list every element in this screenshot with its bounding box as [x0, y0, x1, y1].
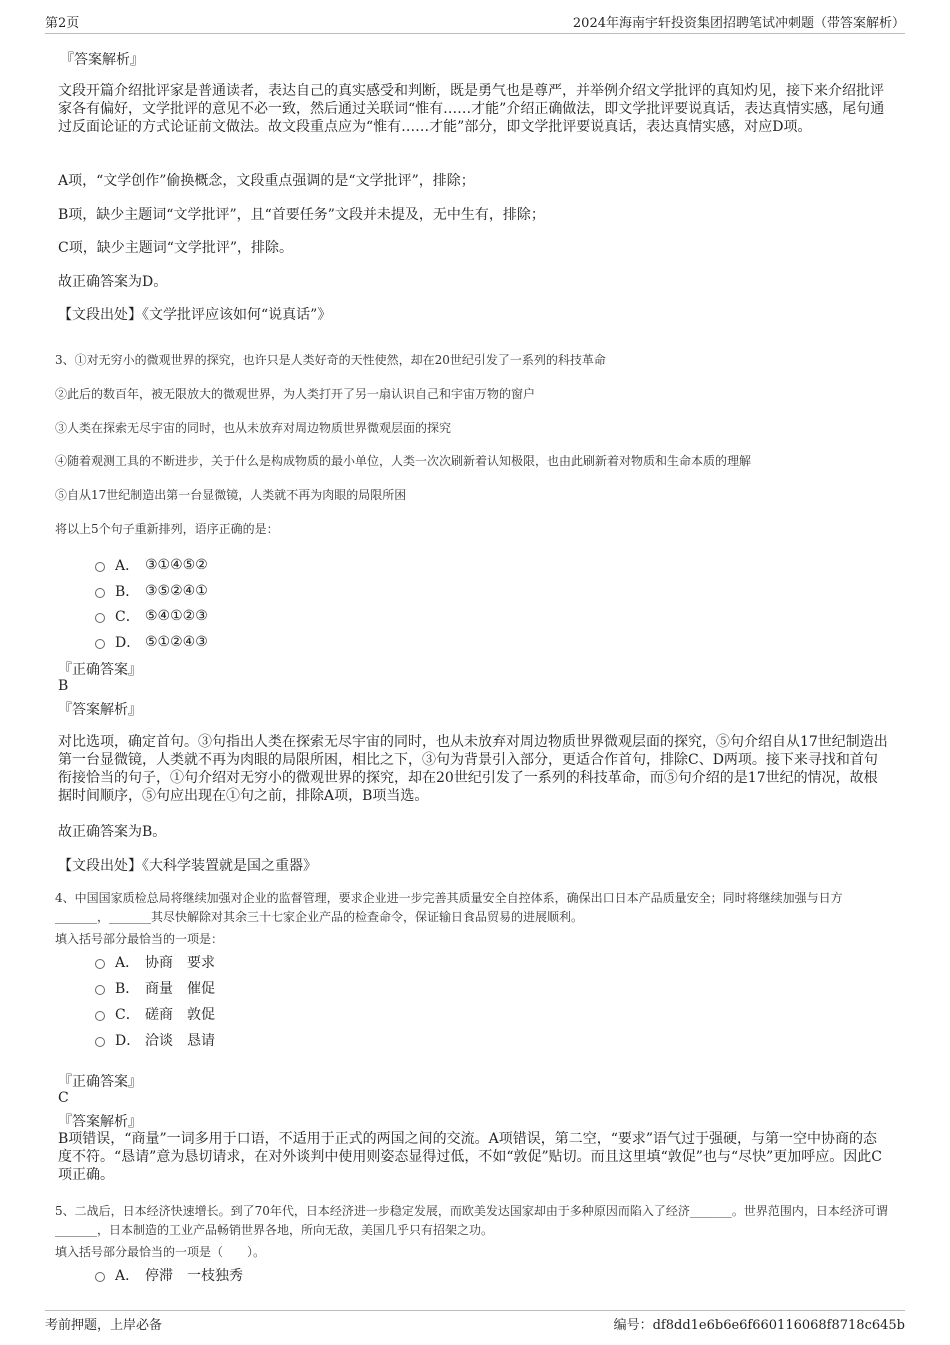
q4-stem: 4、中国国家质检总局将继续加强对企业的监督管理，要求企业进一步完善其质量安全自控体系，确保出口日本产品质量安全；同时将继续加强与日方_______，_______其尽快解除对其余三十七家企业产品的检查命令，保证输日食品贸易的进展顺利。	[55, 891, 843, 924]
option-text: 磋商 敦促	[145, 1007, 215, 1023]
option-letter: B．	[115, 981, 140, 997]
q3-option-a[interactable]	[95, 555, 208, 575]
q4-option-b[interactable]	[95, 978, 215, 998]
option-letter: A．	[115, 1268, 140, 1284]
source: 【文段出处】《文学批评应该如何“说真话”》	[58, 307, 332, 323]
header-divider	[45, 33, 905, 34]
q3-sentence-5: ⑤自从17世纪制造出第一台显微镜，人类就不再为肉眼的局限所困	[55, 488, 407, 502]
option-text: ③⑤②④①	[145, 583, 208, 599]
radio-icon[interactable]	[95, 639, 105, 649]
q4-answer: C	[58, 1090, 69, 1106]
q5-stem: 5、二战后，日本经济快速增长。到了70年代，日本经济进一步稳定发展，而欧美发达国家却由于多种原因而陷入了经济_______。世界范围内，日本经济可谓_______，日本制造的工业产品畅销世界各地，所向无敌，美国几乎只有招架之功。	[55, 1204, 888, 1237]
option-text: 洽谈 恳请	[145, 1033, 215, 1049]
conclusion: 故正确答案为D。	[58, 274, 168, 290]
radio-icon[interactable]	[95, 1037, 105, 1047]
radio-icon[interactable]	[95, 588, 105, 598]
radio-icon[interactable]	[95, 562, 105, 572]
analysis-option-a: A项，“文学创作”偷换概念，文段重点强调的是“文学批评”，排除；	[58, 173, 475, 189]
q3-analysis-text: 对比选项，确定首句。③句指出人类在探索无尽宇宙的同时，也从未放弃对周边物质世界微观层面的探究，⑤句介绍自从17世纪制造出第一台显微镜，人类就不再为肉眼的局限所困，相比之下，③句为背景引入部分，更适合作首句，排除C、D两项。接下来寻找和首句衔接恰当的句子，①句介绍对无穷小的微观世界的探究，却在20世纪引发了一系列的科技革命，而⑤句介绍的是17世纪的情况，故根据时间顺序，⑤句应出现在①句之前，排除A项，B项当选。	[58, 734, 888, 804]
q3-sentence-3: ③人类在探索无尽宇宙的同时，也从未放弃对周边物质世界微观层面的探究	[55, 421, 452, 435]
q3-sentence-1: 3、①对无穷小的微观世界的探究，也许只是人类好奇的天性使然，却在20世纪引发了一系列的科技革命	[55, 353, 606, 367]
option-text: 协商 要求	[145, 955, 215, 971]
option-letter: C．	[115, 1007, 140, 1023]
q3-analysis-heading: 『答案解析』	[58, 702, 142, 718]
radio-icon[interactable]	[95, 613, 105, 623]
q3-option-c[interactable]	[95, 606, 208, 626]
document-id: 编号：df8dd1e6b6e6f660116068f8718c645b	[613, 1318, 905, 1333]
option-text: ③①④⑤②	[145, 557, 208, 573]
q3-answer-heading: 『正确答案』	[58, 662, 142, 678]
q4-option-a[interactable]	[95, 952, 215, 972]
option-letter: D．	[115, 635, 141, 651]
analysis-option-c: C项，缺少主题词“文学批评”，排除。	[58, 240, 294, 256]
q3-prompt: 将以上5个句子重新排列，语序正确的是：	[55, 522, 279, 536]
q4-analysis-text: B项错误，“商量”一词多用于口语，不适用于正式的两国之间的交流。A项错误，第二空，“要求”语气过于强硬，与第一空中协商的态度不符。“恳请”意为恳切请求，在对外谈判中使用则姿态显得过低，不如“敦促”贴切。而且这里填“敦促”也与“尽快”更加呼应。因此C项正确。	[58, 1131, 882, 1183]
q3-option-b[interactable]	[95, 581, 208, 601]
option-letter: A．	[115, 955, 140, 971]
option-letter: B．	[115, 584, 140, 600]
analysis-option-b: B项，缺少主题词“文学批评”，且“首要任务”文段并未提及，无中生有，排除；	[58, 207, 545, 223]
q3-answer: B	[58, 678, 69, 694]
radio-icon[interactable]	[95, 959, 105, 969]
radio-icon[interactable]	[95, 985, 105, 995]
option-text: 停滞 一枝独秀	[145, 1268, 243, 1284]
option-letter: D．	[115, 1033, 141, 1049]
radio-icon[interactable]	[95, 1011, 105, 1021]
q5-prompt: 填入括号部分最恰当的一项是（ ）。	[55, 1245, 266, 1259]
q5-option-a[interactable]	[95, 1265, 243, 1285]
q4-option-c[interactable]	[95, 1004, 215, 1024]
radio-icon[interactable]	[95, 1272, 105, 1282]
option-text: 商量 催促	[145, 981, 215, 997]
q4-option-d[interactable]	[95, 1030, 215, 1050]
q3-source: 【文段出处】《大科学装置就是国之重器》	[58, 858, 317, 874]
page-number: 第2页	[45, 16, 80, 31]
option-letter: A．	[115, 558, 140, 574]
q3-option-d[interactable]	[95, 632, 208, 652]
analysis-heading: 『答案解析』	[60, 52, 144, 68]
document-title: 2024年海南宇轩投资集团招聘笔试冲刺题（带答案解析）	[572, 16, 905, 31]
q4-prompt: 填入括号部分最恰当的一项是：	[55, 932, 224, 946]
q4-answer-heading: 『正确答案』	[58, 1074, 142, 1090]
footer-divider	[45, 1310, 905, 1311]
footer-slogan: 考前押题，上岸必备	[45, 1318, 163, 1333]
option-letter: C．	[115, 609, 140, 625]
option-text: ⑤①②④③	[145, 634, 208, 650]
option-text: ⑤④①②③	[145, 608, 208, 624]
q3-conclusion: 故正确答案为B。	[58, 824, 167, 840]
q4-analysis-heading: 『答案解析』	[58, 1114, 142, 1130]
q3-sentence-4: ④随着观测工具的不断进步，关于什么是构成物质的最小单位，人类一次次刷新着认知极限，也由此刷新着对物质和生命本质的理解	[55, 454, 752, 468]
q3-sentence-2: ②此后的数百年，被无限放大的微观世界，为人类打开了另一扇认识自己和宇宙万物的窗户	[55, 387, 536, 401]
analysis-text: 文段开篇介绍批评家是普通读者，表达自己的真实感受和判断，既是勇气也是尊严，并举例介绍文学批评的真知灼见，接下来介绍批评家各有偏好，文学批评的意见不必一致，然后通过关联词“惟有……才能”介绍正确做法，即文学批评要说真话，表达真情实感，尾句通过反面论证的方式论证前文做法。故文段重点应为“惟有……才能”部分，即文学批评要说真话，表达真情实感，对应D项。	[58, 83, 885, 135]
